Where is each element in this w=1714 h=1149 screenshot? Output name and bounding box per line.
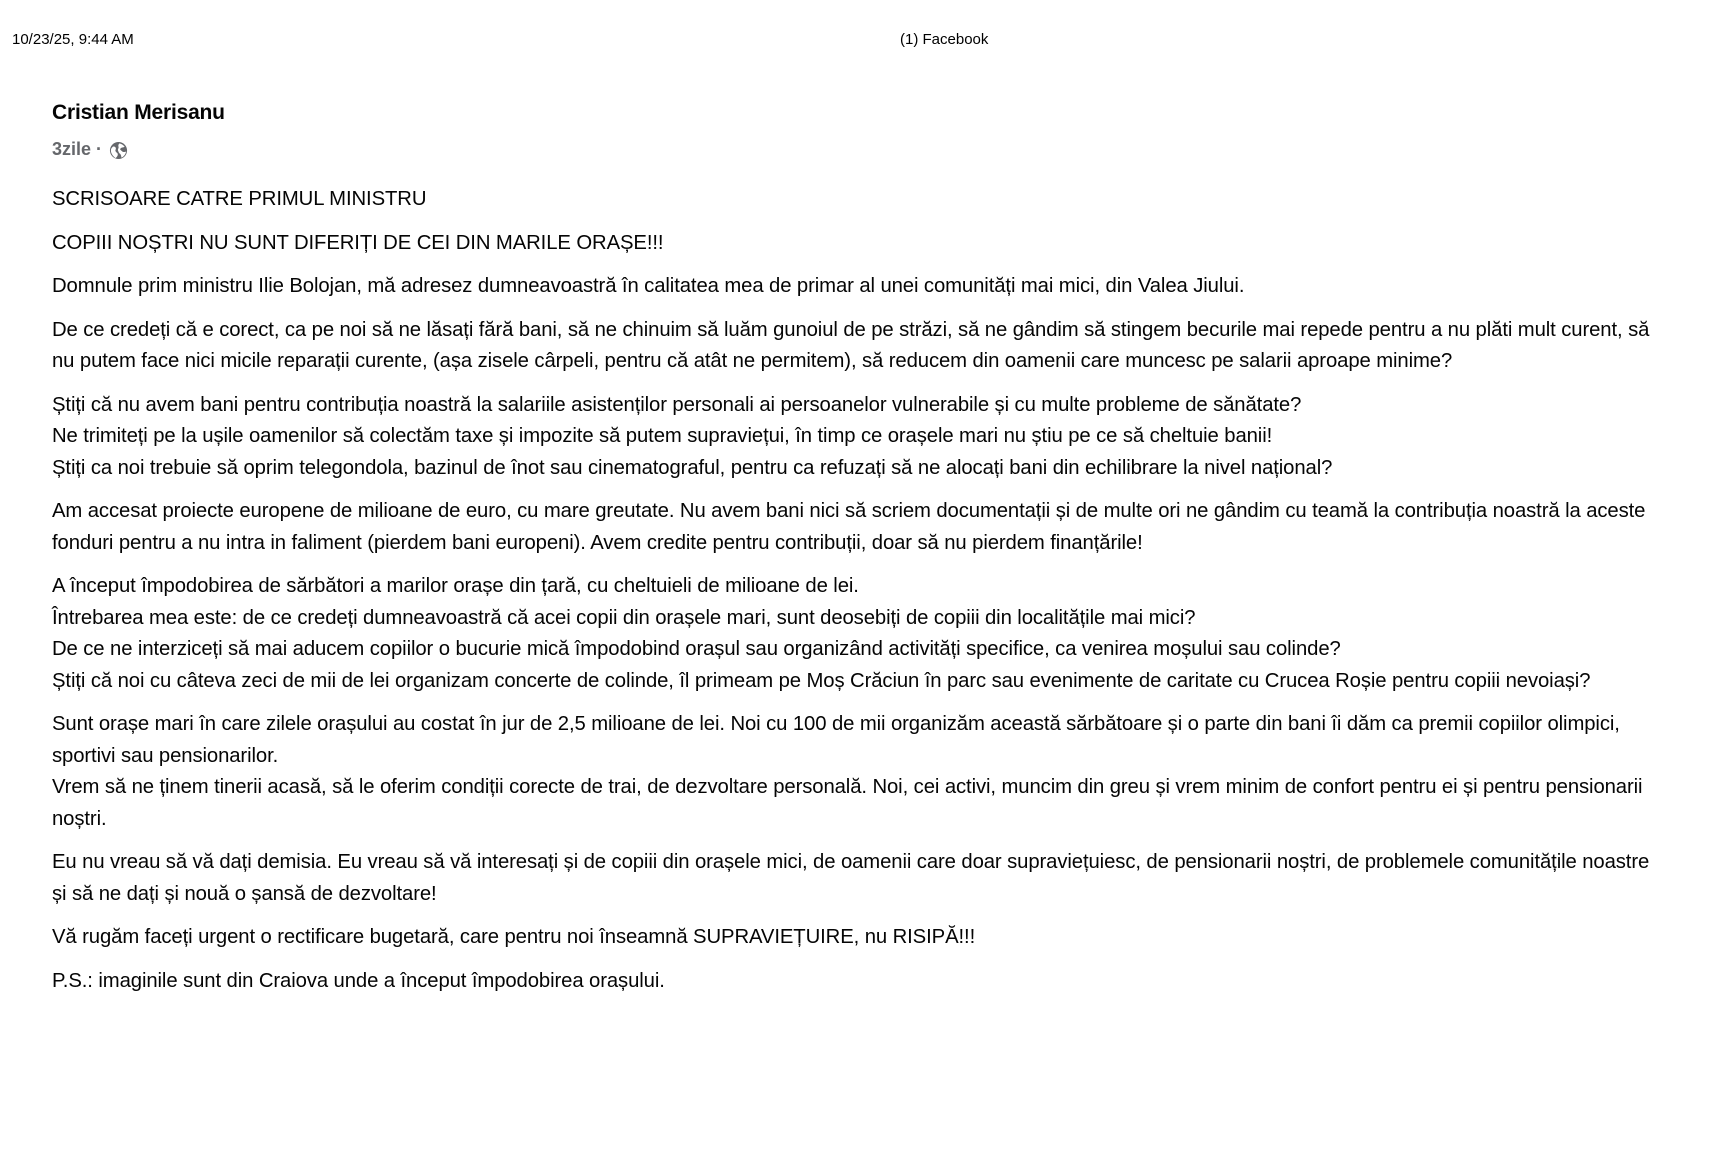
post-paragraph: Vă rugăm faceți urgent o rectificare bugetară, care pentru noi înseamnă SUPRAVIEȚUIRE, nu RISIPĂ!!! (52, 926, 976, 948)
post-header (52, 98, 1662, 160)
facebook-post (52, 98, 1662, 1009)
post-paragraph: De ce credeți că e corect, ca pe noi să ne lăsați fără bani, să ne chinuim să luăm gunoiul de pe străzi, să ne gândim să stingem becurile mai repede pentru a nu plăti mult curent, să nu putem face nici micile reparații curente, (așa zisele cârpeli, pentru că atât ne permitem), să reducem din oamenii care muncesc pe salarii aproape minime? (52, 318, 1650, 372)
post-paragraph: Domnule prim ministru Ilie Bolojan, mă adresez dumneavoastră în calitatea mea de primar al unei comunități mai mici, din Valea Jiului. (52, 275, 1245, 297)
author-name[interactable]: Cristian Merisanu (52, 101, 225, 124)
post-paragraph: Sunt orașe mari în care zilele orașului au costat în jur de 2,5 milioane de lei. Noi cu 100 de mii organizăm această sărbătoare și o parte din bani îi dăm ca premii copiilor olimpici, sportivi sau pensionarilor. Vrem să ne ținem tinerii acasă, să le oferim condiții corecte de trai, de dezvoltare personală. Noi, cei activi, muncim din greu și vrem minim de confort pentru ei și pentru pensionarii noștri. (52, 713, 1643, 830)
print-page-title: (1) Facebook (900, 31, 989, 48)
post-paragraph: A început împodobirea de sărbători a marilor orașe din țară, cu cheltuieli de milioane de lei. Întrebarea mea este: de ce credeți dumneavoastră că acei copii din orașele mari, sunt deosebiți de copiii din localitățile mai mici? De ce ne interziceți să mai aducem copiilor o bucurie mică împodobind orașul sau organizând activități specifice, ca venirea moșului sau colinde? Știți că noi cu câteva zeci de mii de lei organizam concerte de colinde, îl primeam pe Moș Crăciun în parc sau evenimente de caritate cu Crucea Roșie pentru copiii nevoiași? (52, 575, 1591, 692)
post-meta (52, 138, 1662, 160)
post-body (52, 184, 1662, 997)
post-paragraph-title: SCRISOARE CATRE PRIMUL MINISTRU (52, 188, 427, 210)
post-timestamp[interactable]: 3zile (52, 138, 92, 159)
post-paragraph-subtitle: COPIII NOȘTRI NU SUNT DIFERIȚI DE CEI DIN MARILE ORAȘE!!! (52, 231, 664, 254)
post-paragraph-ps: P.S.: imaginile sunt din Craiova unde a început împodobirea orașului. (52, 969, 665, 992)
post-paragraph: Știți că nu avem bani pentru contribuția noastră la salariile asistenților personali ai persoanelor vulnerabile și cu multe probleme de sănătate? Ne trimiteți pe la ușile oamenilor să colectăm taxe și impozite să putem supraviețui, în timp ce orașele mari nu știu pe ce să cheltuie banii! Știți ca noi trebuie să oprim telegondola, bazinul de înot sau cinematograful, pentru ca refuzați să ne alocați bani din echilibrare la nivel național? (52, 393, 1333, 479)
print-header (0, 31, 1714, 51)
post-paragraph: Eu nu vreau să vă dați demisia. Eu vreau să vă interesați și de copiii din orașele mici, de oamenii care doar supraviețuiesc, de pensionarii noștri, de problemele comunitățile noastre și să ne dați și nouă o șansă de dezvoltare! (52, 851, 1650, 905)
post-paragraph: Am accesat proiecte europene de milioane de euro, cu mare greutate. Nu avem bani nici să scriem documentații și de multe ori ne gândim cu teamă la contribuția noastră la aceste fonduri pentru a nu intra in faliment (pierdem bani europeni). Avem credite pentru contribuții, doar să nu pierdem finanțările! (52, 500, 1646, 554)
globe-icon-svg (109, 141, 128, 160)
globe-icon[interactable] (109, 141, 128, 160)
print-date: 10/23/25, 9:44 AM (12, 31, 134, 48)
meta-separator: · (96, 138, 103, 159)
